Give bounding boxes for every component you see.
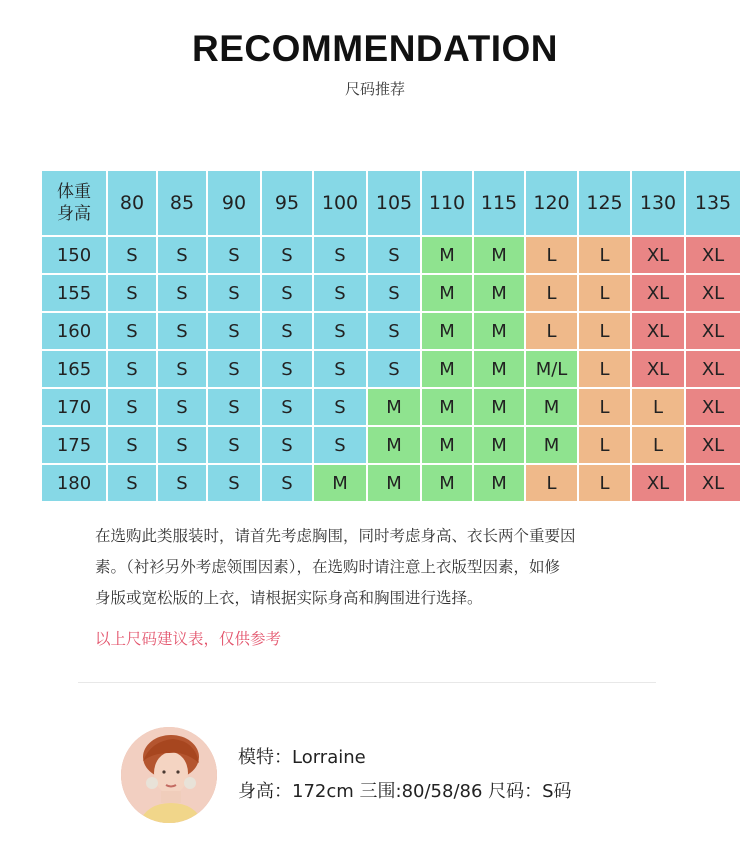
size-cell: M/L xyxy=(525,350,578,388)
height-header-cell: 155 xyxy=(41,274,107,312)
size-cell: S xyxy=(367,312,421,350)
size-cell: L xyxy=(578,464,631,502)
table-row xyxy=(41,236,741,274)
size-cell: XL xyxy=(631,236,685,274)
height-header-cell: 150 xyxy=(41,236,107,274)
size-cell: S xyxy=(157,426,207,464)
size-cell: M xyxy=(421,426,473,464)
size-cell: M xyxy=(421,274,473,312)
table-row xyxy=(41,350,741,388)
size-guide-description xyxy=(95,521,665,614)
size-cell: L xyxy=(525,274,578,312)
size-cell: L xyxy=(578,274,631,312)
size-cell: S xyxy=(313,236,367,274)
weight-header-cell: 95 xyxy=(261,170,313,236)
size-cell: M xyxy=(367,388,421,426)
weight-header-cell: 130 xyxy=(631,170,685,236)
reference-note: 以上尺码建议表，仅供参考 xyxy=(95,630,282,648)
table-row xyxy=(41,388,741,426)
size-cell: S xyxy=(207,236,261,274)
size-cell: XL xyxy=(631,464,685,502)
size-cell: M xyxy=(473,236,525,274)
height-header-cell: 165 xyxy=(41,350,107,388)
size-cell: L xyxy=(578,388,631,426)
weight-header-cell: 90 xyxy=(207,170,261,236)
size-cell: M xyxy=(473,464,525,502)
size-cell: M xyxy=(421,350,473,388)
size-cell: S xyxy=(367,350,421,388)
size-cell: M xyxy=(473,312,525,350)
weight-header-cell: 80 xyxy=(107,170,157,236)
size-cell: XL xyxy=(685,236,741,274)
weight-header-cell: 105 xyxy=(367,170,421,236)
corner-header-cell xyxy=(41,170,107,236)
corner-label: 身高 xyxy=(57,204,91,224)
size-cell: L xyxy=(525,464,578,502)
description-line: 身版或宽松版的上衣，请根据实际身高和胸围进行选择。 xyxy=(95,589,483,607)
weight-header-cell: 85 xyxy=(157,170,207,236)
size-cell: S xyxy=(261,274,313,312)
size-cell: XL xyxy=(685,274,741,312)
size-cell: S xyxy=(107,236,157,274)
size-cell: M xyxy=(473,388,525,426)
size-cell: S xyxy=(107,274,157,312)
size-cell: S xyxy=(207,426,261,464)
size-cell: M xyxy=(473,426,525,464)
model-name: 模特：Lorraine xyxy=(238,747,366,768)
size-cell: XL xyxy=(631,274,685,312)
weight-header-cell: 115 xyxy=(473,170,525,236)
size-cell: XL xyxy=(685,426,741,464)
size-cell: M xyxy=(367,464,421,502)
size-cell: M xyxy=(473,350,525,388)
size-cell: S xyxy=(107,464,157,502)
page-subtitle: 尺码推荐 xyxy=(344,80,405,98)
size-cell: S xyxy=(107,312,157,350)
size-cell: S xyxy=(207,274,261,312)
table-row xyxy=(41,312,741,350)
size-cell: L xyxy=(631,426,685,464)
table-row xyxy=(41,426,741,464)
size-cell: S xyxy=(157,350,207,388)
size-cell: S xyxy=(313,426,367,464)
model-measurements: 身高：172cm 三围:80/58/86 尺码：S码 xyxy=(238,781,572,802)
section-divider xyxy=(78,682,656,683)
size-cell: S xyxy=(261,236,313,274)
weight-header-cell: 125 xyxy=(578,170,631,236)
size-cell: S xyxy=(107,350,157,388)
size-cell: XL xyxy=(631,350,685,388)
size-cell: M xyxy=(421,388,473,426)
size-cell: S xyxy=(207,312,261,350)
size-cell: S xyxy=(313,274,367,312)
table-row xyxy=(41,464,741,502)
size-cell: S xyxy=(261,312,313,350)
model-avatar xyxy=(121,727,217,823)
size-cell: M xyxy=(421,312,473,350)
size-cell: XL xyxy=(631,312,685,350)
size-cell: L xyxy=(578,312,631,350)
size-cell: S xyxy=(367,274,421,312)
height-header-cell: 170 xyxy=(41,388,107,426)
size-cell: L xyxy=(525,236,578,274)
corner-label: 体重 xyxy=(57,182,91,202)
weight-header-cell: 135 xyxy=(685,170,741,236)
size-cell: L xyxy=(525,312,578,350)
weight-header-cell: 100 xyxy=(313,170,367,236)
size-cell: M xyxy=(525,388,578,426)
size-cell: S xyxy=(207,350,261,388)
size-cell: S xyxy=(367,236,421,274)
description-line: 素。（衬衫另外考虑领围因素），在选购时请注意上衣版型因素，如修 xyxy=(95,558,561,576)
height-header-cell: 160 xyxy=(41,312,107,350)
size-cell: S xyxy=(313,350,367,388)
size-cell: S xyxy=(313,312,367,350)
size-cell: S xyxy=(261,388,313,426)
size-cell: M xyxy=(525,426,578,464)
size-cell: L xyxy=(578,350,631,388)
weight-header-cell: 120 xyxy=(525,170,578,236)
page-title: RECOMMENDATION xyxy=(191,28,558,69)
size-cell: L xyxy=(631,388,685,426)
size-cell: S xyxy=(107,426,157,464)
size-cell: XL xyxy=(685,464,741,502)
size-cell: S xyxy=(261,350,313,388)
size-cell: S xyxy=(157,274,207,312)
size-cell: L xyxy=(578,236,631,274)
height-header-cell: 180 xyxy=(41,464,107,502)
size-cell: S xyxy=(157,464,207,502)
size-cell: XL xyxy=(685,350,741,388)
weight-header-cell: 110 xyxy=(421,170,473,236)
size-cell: S xyxy=(207,388,261,426)
size-cell: XL xyxy=(685,312,741,350)
description-line: 在选购此类服装时，请首先考虑胸围，同时考虑身高、衣长两个重要因 xyxy=(95,527,576,545)
model-portrait-icon xyxy=(121,727,217,823)
size-cell: S xyxy=(157,236,207,274)
size-cell: M xyxy=(313,464,367,502)
size-cell: S xyxy=(207,464,261,502)
size-cell: S xyxy=(157,312,207,350)
size-cell: XL xyxy=(685,388,741,426)
size-cell: L xyxy=(578,426,631,464)
size-cell: S xyxy=(261,426,313,464)
size-cell: S xyxy=(261,464,313,502)
size-cell: M xyxy=(367,426,421,464)
size-chart-table xyxy=(40,169,742,503)
size-cell: S xyxy=(107,388,157,426)
size-cell: M xyxy=(421,236,473,274)
table-row xyxy=(41,274,741,312)
height-header-cell: 175 xyxy=(41,426,107,464)
size-cell: M xyxy=(421,464,473,502)
size-cell: M xyxy=(473,274,525,312)
size-cell: S xyxy=(157,388,207,426)
size-cell: S xyxy=(313,388,367,426)
